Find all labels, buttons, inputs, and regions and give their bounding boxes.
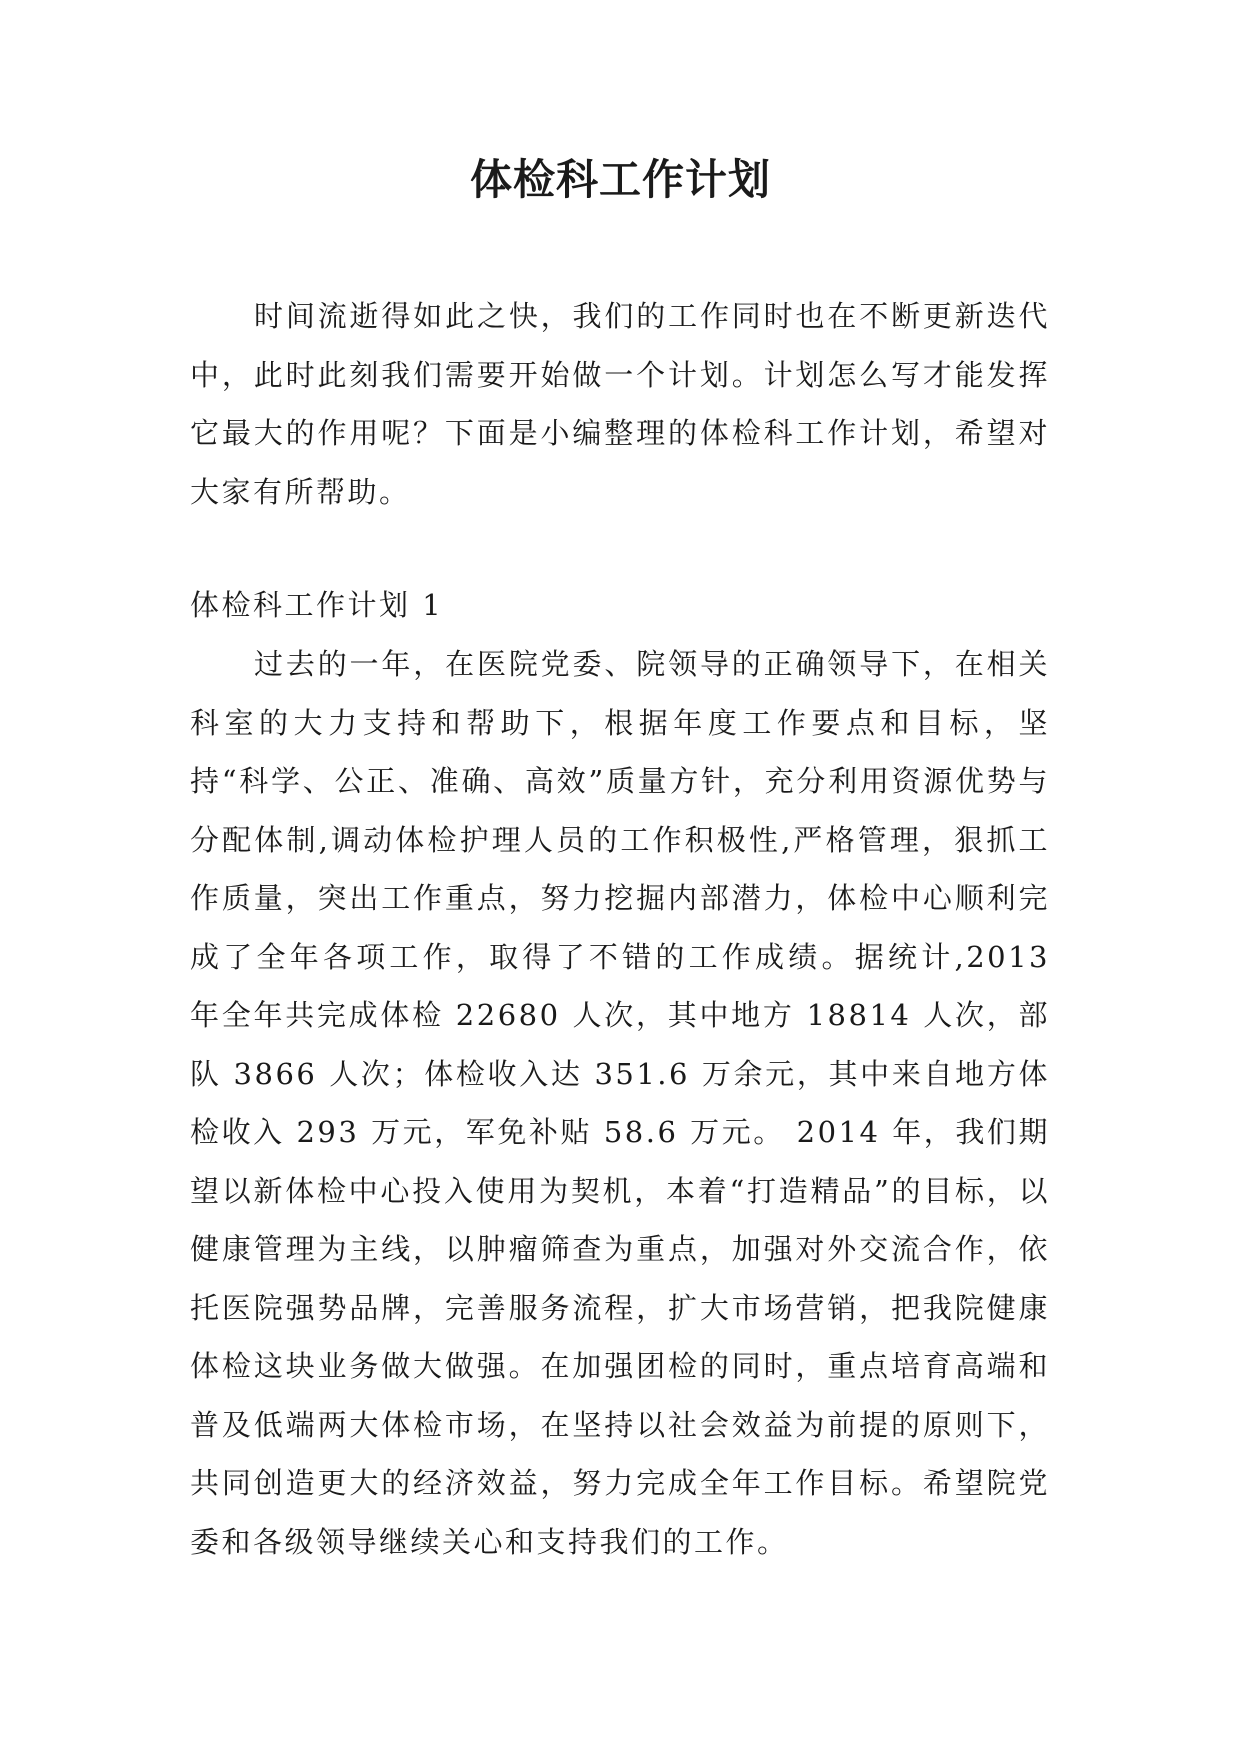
section-heading: 体检科工作计划 1 [190, 588, 444, 622]
section-paragraph: 过去的一年，在医院党委、院领导的正确领导下，在相关科室的大力支持和帮助下，根据年度工作要点和目标，坚持“科学、公正、准确、高效”质量方针，充分利用资源优势与分配体制,调动体检护理人员的工作积极性,严格管理，狠抓工作质量，突出工作重点，努力挖掘内部潜力，体检中心顺利完成了全年各项工作，取得了不错的工作成绩。据统计,2013 年全年共完成体检 22680 人次，其中地方 18814 人次，部队 3866 人次；体检收入达 351.6 万余元，其中来自地方体检收入 293 万元，军免补贴 58.6 万元。 2014 年，我们期望以新体检中心投入使用为契机，本着“打造精品”的目标，以健康管理为主线，以肿瘤筛查为重点，加强对外交流合作，依托医院强势品牌，完善服务流程，扩大市场营销，把我院健康体检这块业务做大做强。在加强团检的同时，重点培育高端和普及低端两大体检市场，在坚持以社会效益为前提的原则下，共同创造更大的经济效益，努力完成全年工作目标。希望院党委和各级领导继续关心和支持我们的工作。 [190, 647, 1050, 1559]
intro-paragraph: 时间流逝得如此之快，我们的工作同时也在不断更新迭代中，此时此刻我们需要开始做一个计划。计划怎么写才能发挥它最大的作用呢？下面是小编整理的体检科工作计划，希望对大家有所帮助。 [190, 299, 1050, 509]
page-title: 体检科工作计划 [469, 155, 771, 204]
